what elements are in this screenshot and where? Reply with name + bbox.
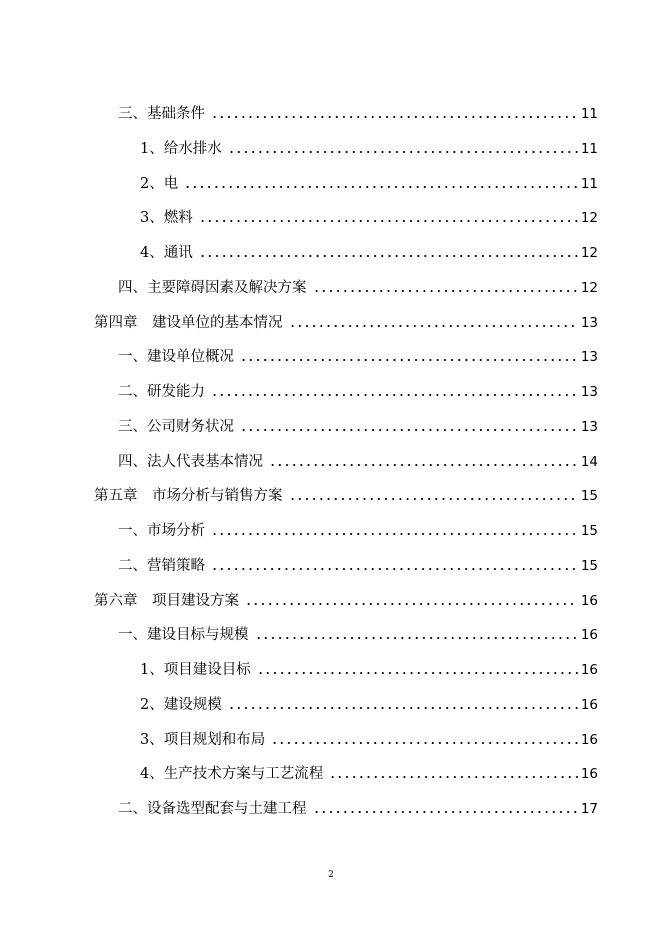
toc-entry-title: 1、给水排水: [140, 140, 222, 157]
toc-leader-dots: [289, 497, 578, 501]
toc-entry-title: 一、市场分析: [118, 523, 205, 539]
toc-entry-page: 13: [580, 384, 598, 400]
toc-entry[interactable]: [0, 308, 598, 332]
toc-entry-page: 16: [580, 766, 598, 783]
toc-entry-title: 二、研发能力: [118, 384, 205, 400]
toc-entry-page: 16: [580, 592, 598, 609]
toc-entry-page: 16: [580, 731, 598, 748]
toc-entry[interactable]: [0, 759, 598, 783]
toc-entry-title: 1、项目建设目标: [140, 662, 251, 678]
toc-entry-title: 三、公司财务状况: [118, 418, 234, 435]
toc-entry[interactable]: [0, 377, 598, 401]
toc-entry-title: 第六章 项目建设方案: [94, 592, 239, 609]
toc-leader-dots: [240, 428, 578, 432]
toc-leader-dots: [199, 254, 578, 258]
toc-entry-title: 四、法人代表基本情况: [118, 453, 263, 470]
toc-entry[interactable]: [0, 342, 598, 366]
toc-leader-dots: [329, 775, 578, 779]
toc-entry[interactable]: [0, 273, 598, 297]
toc-entry[interactable]: [0, 586, 598, 610]
toc-entry-page: 13: [580, 418, 598, 435]
toc-entry-title: 第四章 建设单位的基本情况: [94, 314, 283, 331]
toc-leader-dots: [199, 219, 578, 223]
toc-entry-page: 15: [580, 523, 598, 539]
toc-entry[interactable]: [0, 99, 598, 123]
toc-leader-dots: [255, 636, 578, 640]
toc-entry[interactable]: [0, 690, 598, 714]
toc-leader-dots: [211, 532, 578, 536]
toc-entry-page: 12: [580, 210, 598, 227]
toc-leader-dots: [228, 706, 578, 710]
toc-entry[interactable]: [0, 655, 598, 679]
toc-entry-page: 16: [580, 662, 598, 678]
page-number: 2: [328, 870, 334, 880]
toc-entry[interactable]: [0, 725, 598, 749]
toc-entry-page: 12: [580, 279, 598, 296]
toc-leader-dots: [313, 289, 578, 293]
toc-entry[interactable]: [0, 238, 598, 262]
toc-entry[interactable]: [0, 134, 598, 158]
toc-entry-title: 三、基础条件: [118, 106, 205, 122]
toc-entry-title: 一、建设单位概况: [118, 349, 234, 366]
toc-leader-dots: [271, 741, 578, 745]
toc-entry[interactable]: [0, 447, 598, 471]
toc-entry-page: 11: [580, 106, 598, 122]
toc-entry-page: 16: [580, 627, 598, 644]
toc-entry[interactable]: [0, 481, 598, 505]
toc-entry-page: 17: [580, 801, 598, 817]
toc-entry-page: 13: [580, 349, 598, 366]
toc-entry[interactable]: [0, 516, 598, 540]
toc-entry-page: 13: [580, 314, 598, 331]
toc-leader-dots: [211, 393, 578, 397]
toc-leader-dots: [269, 463, 578, 467]
toc-leader-dots: [211, 115, 578, 119]
toc-entry[interactable]: [0, 551, 598, 575]
toc-leader-dots: [228, 150, 578, 154]
toc-entry[interactable]: [0, 620, 598, 644]
toc-entry[interactable]: [0, 203, 598, 227]
toc-entry-page: 14: [580, 453, 598, 470]
toc-leader-dots: [313, 810, 578, 814]
toc-leader-dots: [184, 185, 578, 189]
toc-entry-page: 11: [580, 140, 598, 157]
toc-entry-page: 16: [580, 696, 598, 713]
toc-entry-title: 3、燃料: [140, 210, 193, 227]
toc-entry[interactable]: [0, 794, 598, 818]
toc-entry-title: 一、建设目标与规模: [118, 627, 249, 644]
toc-entry-title: 第五章 市场分析与销售方案: [94, 488, 283, 505]
toc-entry-page: 15: [580, 488, 598, 505]
toc-leader-dots: [257, 671, 578, 675]
toc-entry-page: 15: [580, 557, 598, 574]
toc-entry-title: 2、建设规模: [140, 696, 222, 713]
toc-entry-page: 11: [580, 175, 598, 192]
toc-leader-dots: [211, 567, 578, 571]
toc-leader-dots: [240, 358, 578, 362]
toc-entry-page: 12: [580, 245, 598, 261]
toc-entry[interactable]: [0, 412, 598, 436]
toc-entry-title: 4、生产技术方案与工艺流程: [140, 766, 324, 783]
toc-entry-title: 二、营销策略: [118, 557, 205, 574]
toc-entry-title: 四、主要障碍因素及解决方案: [118, 279, 307, 296]
toc-entry-title: 3、项目规划和布局: [140, 731, 266, 748]
toc-entry[interactable]: [0, 169, 598, 193]
toc-entry-title: 二、设备选型配套与土建工程: [118, 801, 307, 817]
toc-leader-dots: [289, 324, 578, 328]
toc-entry-title: 2、电: [140, 175, 179, 192]
toc-entry-title: 4、通讯: [140, 245, 193, 261]
toc-leader-dots: [245, 602, 578, 606]
